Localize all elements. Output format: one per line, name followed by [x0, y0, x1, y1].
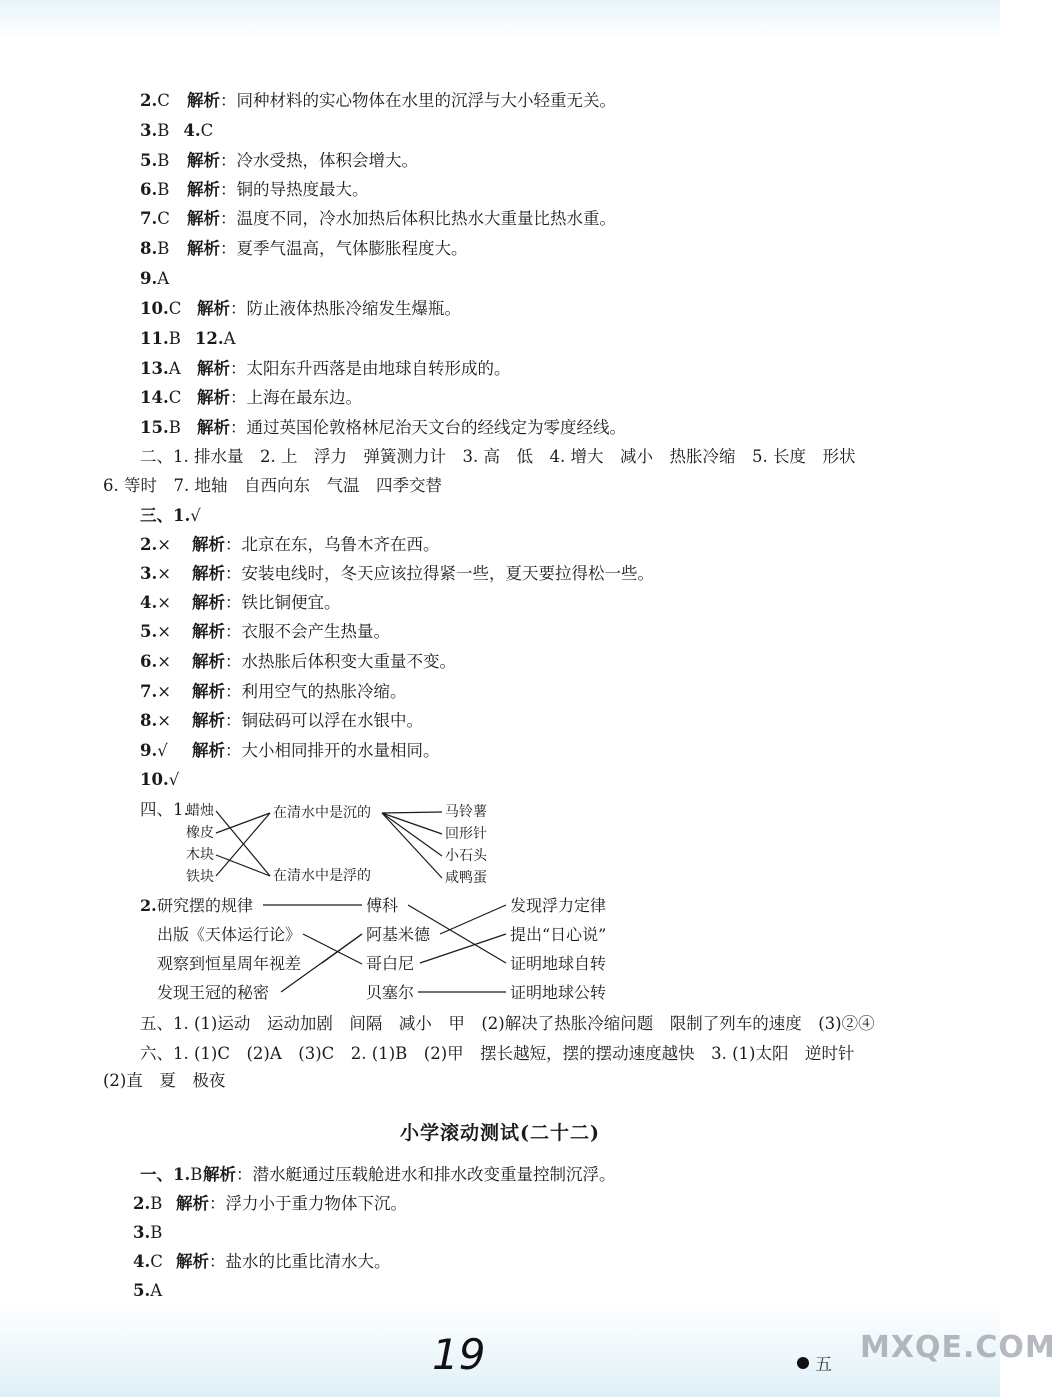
answer-choice: ×: [157, 711, 172, 730]
answer-line: 3.× 解析：安装电线时，冬天应该拉得紧一些，夏天要拉得松一些。: [140, 564, 654, 583]
match2-line: [303, 934, 362, 964]
section-title: 小学滚动测试(二十二): [400, 1122, 600, 1144]
question-number: 5.: [133, 1281, 151, 1300]
question-number: 4.: [140, 593, 158, 612]
answer-choice: ×: [157, 593, 172, 612]
answer-choice: ×: [157, 622, 172, 641]
analysis-text: 利用空气的热胀冷缩。: [241, 682, 407, 701]
analysis-text: 铁比铜便宜。: [241, 593, 341, 612]
answer-choice: A: [223, 329, 236, 348]
question-number: 9.: [140, 741, 158, 760]
answer-line: 15.B 解析：通过英国伦敦格林尼治天文台的经线定为零度经线。: [140, 418, 626, 437]
answer-line: 2.× 解析：北京在东，乌鲁木齐在西。: [140, 535, 440, 554]
match2-right-item: 证明地球公转: [510, 983, 607, 1002]
answer-line: 7.C 解析：温度不同，冷水加热后体积比热水大重量比热水重。: [140, 209, 616, 228]
analysis-label: 解析: [192, 652, 225, 671]
match-right-item: 回形针: [445, 826, 487, 842]
answer-choice: ×: [157, 652, 172, 671]
match2-middle-item: 阿基米德: [366, 925, 431, 944]
answer-choice: A: [168, 359, 181, 378]
answer-choice: C: [150, 1252, 163, 1271]
answer-choice: C: [157, 209, 170, 228]
part6-line1: 六、1. (1)C (2)A (3)C 2. (1)B (2)甲 摆长越短，摆的摆动速度越快 3. (1)太阳 逆时针: [140, 1044, 855, 1063]
match-right-item: 咸鸭蛋: [445, 870, 487, 886]
answer-line: 5.× 解析：衣服不会产生热量。: [140, 622, 390, 641]
match-left-item: 蜡烛: [186, 803, 214, 819]
analysis-label: 解析: [192, 593, 225, 612]
match-left-item: 橡皮: [186, 825, 214, 841]
question-number: 6.: [140, 180, 158, 199]
answer-choice: √: [157, 741, 168, 760]
answer-choice: C: [157, 91, 170, 110]
answer-choice: B: [168, 418, 181, 437]
question-number: 3.: [140, 121, 158, 140]
match-middle-item: 在清水中是浮的: [273, 868, 371, 884]
footer-text: 五: [815, 1355, 832, 1375]
answer-choice: C: [200, 121, 214, 140]
answer-line: 4.× 解析：铁比铜便宜。: [140, 593, 341, 612]
question-number: 14.: [140, 388, 169, 407]
match2-middle-item: 傅科: [366, 896, 399, 915]
match-left-item: 木块: [186, 847, 214, 863]
analysis-text: 上海在最东边。: [246, 388, 362, 407]
part4-q2-label: 2.: [140, 896, 157, 915]
analysis-text: 冷水受热，体积会增大。: [236, 151, 418, 170]
match2-line: [420, 934, 506, 963]
part4-label: 四、1.: [140, 800, 189, 819]
match-line: [382, 813, 442, 856]
analysis-label: 解析: [187, 239, 220, 258]
question-number: 6.: [140, 652, 158, 671]
answer-choice: B: [157, 121, 170, 140]
question-number: 3.: [133, 1223, 151, 1242]
question-number: 2.: [140, 535, 158, 554]
analysis-text: 通过英国伦敦格林尼治天文台的经线定为零度经线。: [246, 418, 626, 437]
answer-line: 2.B 解析：浮力小于重力物体下沉。: [133, 1194, 407, 1213]
answer-line: 13.A 解析：太阳东升西落是由地球自转形成的。: [140, 359, 511, 378]
match2-left-item: 发现王冠的秘密: [157, 983, 270, 1002]
match2-left-item: 观察到恒星周年视差: [157, 954, 302, 973]
question-number: 5.: [140, 622, 158, 641]
answer-choice: B: [150, 1194, 163, 1213]
answer-choice: A: [150, 1281, 163, 1300]
match2-line: [440, 905, 506, 934]
analysis-text: 北京在东，乌鲁木齐在西。: [241, 535, 440, 554]
answer-choice: C: [168, 299, 182, 318]
analysis-label: 解析: [192, 535, 225, 554]
answer-choice: ×: [157, 564, 172, 583]
answer-line: 7.× 解析：利用空气的热胀冷缩。: [140, 682, 407, 701]
question-number: 2.: [133, 1194, 151, 1213]
answer-choice: B: [157, 239, 170, 258]
analysis-label: 解析: [187, 151, 220, 170]
question-number: 15.: [140, 418, 169, 437]
answer-line: [133, 1222, 162, 1244]
question-number: 8.: [140, 239, 158, 258]
page-number: 19: [432, 1330, 486, 1379]
part5-line: 五、1. (1)运动 运动加剧 间隔 减小 甲 (2)解决了热胀冷缩问题 限制了列车的速度 (3)②④: [140, 1014, 875, 1033]
analysis-label: 解析: [187, 91, 220, 110]
analysis-text: 同种材料的实心物体在水里的沉浮与大小轻重无关。: [236, 91, 616, 110]
match2-middle-item: 哥白尼: [366, 954, 415, 973]
match-line: [382, 812, 442, 813]
match2-right-item: 提出“日心说”: [510, 925, 607, 944]
footer-dot: [797, 1357, 809, 1369]
analysis-label: 解析: [192, 682, 225, 701]
answer-choice: B: [150, 1223, 163, 1242]
match2-line: [281, 934, 362, 992]
analysis-text: 大小相同排开的水量相同。: [241, 741, 440, 760]
answer-line: 10.C 解析：防止液体热胀冷缩发生爆瓶。: [140, 299, 461, 318]
analysis-text: 铜的导热度最大。: [236, 180, 369, 199]
answer-choice: ×: [157, 535, 172, 554]
answer-line: 一、1.B 解析：潜水艇通过压载舱进水和排水改变重量控制沉浮。: [140, 1165, 616, 1184]
answer-line: 8.B 解析：夏季气温高，气体膨胀程度大。: [140, 239, 468, 258]
answer-line: 6.× 解析：水热胀后体积变大重量不变。: [140, 652, 456, 671]
question-number: 2.: [140, 91, 158, 110]
answer-line: 8.× 解析：铜砝码可以浮在水银中。: [140, 711, 423, 730]
match-line: [382, 813, 442, 878]
answer-choice: ×: [157, 682, 172, 701]
analysis-label: 解析: [197, 418, 230, 437]
part2-line1: 二、1. 排水量 2. 上 浮力 弹簧测力计 3. 高 低 4. 增大 减小 热胀冷缩 5. 长度 形状: [140, 447, 856, 466]
analysis-label: 解析: [197, 359, 230, 378]
question-number: 12.: [194, 329, 224, 348]
analysis-text: 夏季气温高，气体膨胀程度大。: [236, 239, 468, 258]
analysis-label: 解析: [176, 1194, 209, 1213]
match-right-item: 马铃薯: [445, 804, 487, 820]
question-number: 一、1.: [140, 1165, 191, 1184]
analysis-label: 解析: [187, 209, 220, 228]
question-number: 4.: [183, 121, 201, 140]
match2-right-item: 发现浮力定律: [510, 896, 607, 915]
analysis-text: 水热胀后体积变大重量不变。: [241, 652, 456, 671]
question-number: 三、1.: [140, 506, 191, 525]
match2-middle-item: 贝塞尔: [366, 983, 415, 1002]
analysis-text: 铜砝码可以浮在水银中。: [241, 711, 423, 730]
match2-left-item: 出版《天体运行论》: [157, 925, 302, 944]
question-number: 13.: [140, 359, 169, 378]
match2-right-item: 证明地球自转: [510, 954, 607, 973]
answer-choice: √: [190, 506, 201, 525]
analysis-label: 解析: [192, 564, 225, 583]
question-number: 10.: [140, 770, 169, 789]
analysis-label: 解析: [197, 299, 230, 318]
answer-line: 9.√ 解析：大小相同排开的水量相同。: [140, 741, 440, 760]
analysis-text: 盐水的比重比清水大。: [225, 1252, 391, 1271]
question-number: 7.: [140, 682, 158, 701]
answer-choice: B: [157, 151, 170, 170]
analysis-text: 浮力小于重力物体下沉。: [225, 1194, 407, 1213]
answer-line: 6.B 解析：铜的导热度最大。: [140, 180, 369, 199]
watermark: MXQE.COM: [860, 1330, 1056, 1365]
analysis-text: 太阳东升西落是由地球自转形成的。: [246, 359, 511, 378]
question-number: 4.: [133, 1252, 151, 1271]
match-right-item: 小石头: [445, 848, 487, 864]
analysis-label: 解析: [197, 388, 230, 407]
analysis-label: 解析: [176, 1252, 209, 1271]
answer-line: 4.C 解析：盐水的比重比清水大。: [133, 1252, 391, 1271]
analysis-label: 解析: [187, 180, 220, 199]
question-number: 11.: [140, 329, 169, 348]
match2-left-item: 研究摆的规律: [157, 896, 254, 915]
analysis-text: 防止液体热胀冷缩发生爆瓶。: [246, 299, 461, 318]
analysis-text: 潜水艇通过压载舱进水和排水改变重量控制沉浮。: [252, 1165, 616, 1184]
analysis-label: 解析: [192, 622, 225, 641]
answer-line: 5.B 解析：冷水受热，体积会增大。: [140, 151, 418, 170]
answer-line: 2.C 解析：同种材料的实心物体在水里的沉浮与大小轻重无关。: [140, 91, 616, 110]
analysis-text: 安装电线时，冬天应该拉得紧一些，夏天要拉得松一些。: [241, 564, 654, 583]
analysis-text: 温度不同，冷水加热后体积比热水大重量比热水重。: [236, 209, 616, 228]
question-number: 10.: [140, 299, 169, 318]
part6-line2: (2)直 夏 极夜: [103, 1071, 226, 1090]
answer-choice: C: [168, 388, 182, 407]
analysis-label: 解析: [192, 711, 225, 730]
question-number: 5.: [140, 151, 158, 170]
question-number: 3.: [140, 564, 158, 583]
question-number: 8.: [140, 711, 158, 730]
match2-line: [408, 905, 506, 963]
part2-line2: 6. 等时 7. 地轴 自西向东 气温 四季交替: [103, 476, 442, 495]
match-left-item: 铁块: [186, 869, 214, 885]
answer-choice: A: [157, 269, 170, 288]
question-number: 9.: [140, 269, 158, 288]
analysis-label: 解析: [192, 741, 225, 760]
match-middle-item: 在清水中是沉的: [273, 805, 371, 821]
answer-line: [133, 1280, 162, 1302]
answer-choice: B: [157, 180, 170, 199]
answer-choice: B: [168, 329, 181, 348]
analysis-text: 衣服不会产生热量。: [241, 622, 390, 641]
analysis-label: 解析: [203, 1165, 236, 1184]
answer-choice: √: [168, 770, 180, 789]
answer-line: 14.C 解析：上海在最东边。: [140, 388, 362, 407]
answer-choice: B: [190, 1165, 203, 1184]
question-number: 7.: [140, 209, 158, 228]
